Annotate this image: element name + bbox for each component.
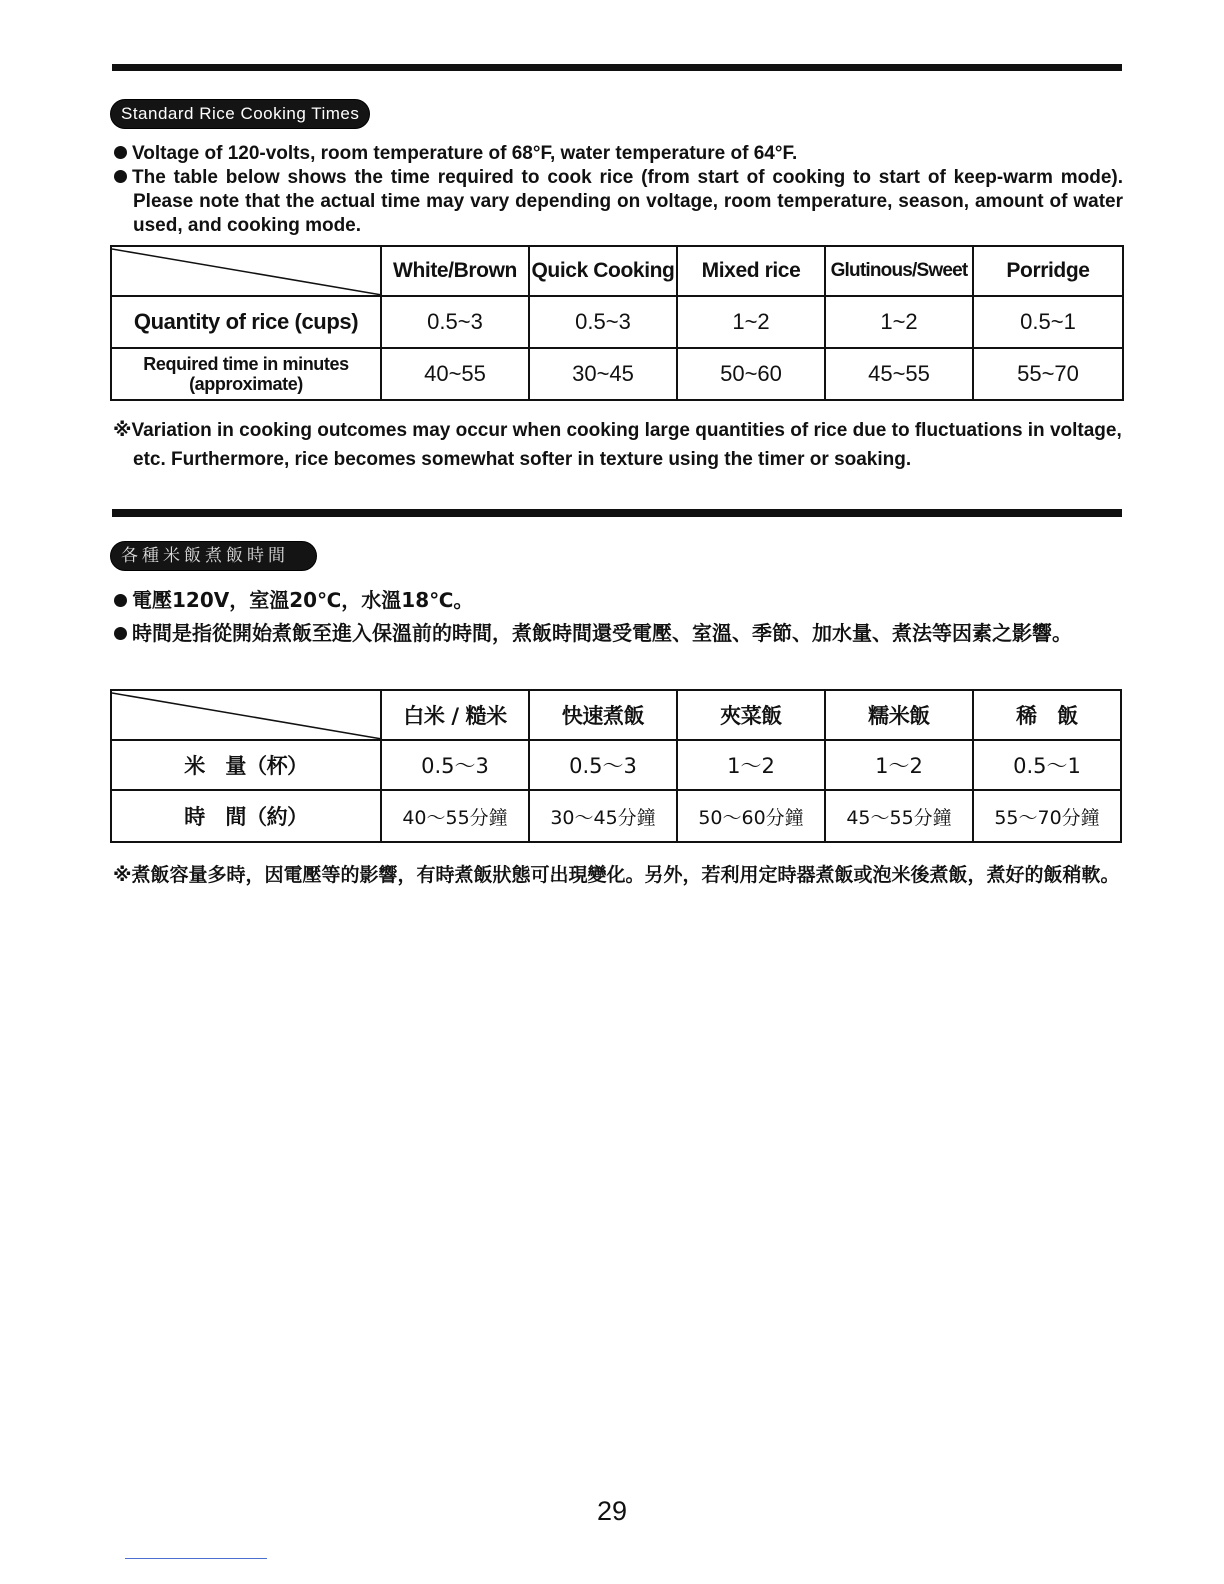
bullet-time-info-zh xyxy=(114,619,1123,647)
column-header: 糯米飯 xyxy=(825,690,973,740)
cooking-times-table-en xyxy=(110,245,1124,401)
table-cell: 0.5~3 xyxy=(529,296,677,348)
bullet-dot-icon xyxy=(114,627,127,640)
column-header: White/Brown xyxy=(381,246,529,296)
row-label: 時 間（約） xyxy=(111,790,381,842)
column-header: 快速煮飯 xyxy=(529,690,677,740)
table-cell: 45～55分鐘 xyxy=(825,790,973,842)
table-cell: 50~60 xyxy=(677,348,825,400)
bullet-dot-icon xyxy=(114,170,127,183)
column-header: 夾菜飯 xyxy=(677,690,825,740)
bullet-text: Voltage of 120-volts, room temperature of 68°F, water temperature of 64°F. xyxy=(132,143,798,164)
bullet-text: The table below shows the time required to cook rice (from start of cooking to start of keep-warm mode). Please note that the actual time may vary depending on voltage, room temperature, season, amount of water used, and cooking mode. xyxy=(132,167,1123,236)
diagonal-line-icon xyxy=(112,247,382,297)
variation-note-en: ※Variation in cooking outcomes may occur when cooking large quantities of rice due to fluctuations in voltage, etc. Furthermore, rice becomes somewhat softer in texture using the timer or soaking. xyxy=(113,420,1122,470)
column-header: Mixed rice xyxy=(677,246,825,296)
footer-line xyxy=(125,1558,267,1559)
table-cell: 30~45 xyxy=(529,348,677,400)
table-cell: 40~55 xyxy=(381,348,529,400)
table-row xyxy=(111,348,1123,400)
cooking-times-table-zh xyxy=(110,689,1122,843)
table-cell: 1～2 xyxy=(677,740,825,790)
bullet-voltage-en xyxy=(114,142,1122,166)
table-cell: 0.5～3 xyxy=(381,740,529,790)
bullet-dot-icon xyxy=(114,146,127,159)
table-cell: 0.5～1 xyxy=(973,740,1121,790)
table-cell: 1~2 xyxy=(677,296,825,348)
column-header: Porridge xyxy=(973,246,1123,296)
table-row xyxy=(111,790,1121,842)
row-label: Quantity of rice (cups) xyxy=(111,296,381,348)
table-cell: 55～70分鐘 xyxy=(973,790,1121,842)
bullet-text: 電壓120V，室溫20℃，水溫18℃。 xyxy=(132,588,474,612)
table-corner xyxy=(111,690,381,740)
row-label: Required time in minutes (approximate) xyxy=(111,348,381,400)
table-row xyxy=(111,296,1123,348)
table-cell: 1～2 xyxy=(825,740,973,790)
table-cell: 0.5~3 xyxy=(381,296,529,348)
variation-note-zh: ※煮飯容量多時，因電壓等的影響，有時煮飯狀態可出現變化。另外，若利用定時器煮飯或泡米後煮飯，煮好的飯稍軟。 xyxy=(113,864,1120,886)
table-cell: 1~2 xyxy=(825,296,973,348)
bullet-voltage-zh xyxy=(114,588,1114,612)
column-header: Glutinous/Sweet xyxy=(825,246,973,296)
top-rule xyxy=(112,64,1122,71)
middle-rule xyxy=(112,509,1122,517)
table-row xyxy=(111,740,1121,790)
page-number: 29 xyxy=(596,1496,628,1526)
table-cell: 0.5～3 xyxy=(529,740,677,790)
table-cell: 30～45分鐘 xyxy=(529,790,677,842)
column-header: Quick Cooking xyxy=(529,246,677,296)
table-cell: 55~70 xyxy=(973,348,1123,400)
column-header: 稀 飯 xyxy=(973,690,1121,740)
section-title-zh: 各種米飯煮飯時間 xyxy=(110,541,317,571)
bullet-text: 時間是指從開始煮飯至進入保溫前的時間，煮飯時間還受電壓、室溫、季節、加水量、煮法等因素之影響。 xyxy=(132,621,1072,645)
table-cell: 50～60分鐘 xyxy=(677,790,825,842)
section-title-en: Standard Rice Cooking Times xyxy=(110,99,370,129)
bullet-table-info-en xyxy=(114,166,1123,238)
table-cell: 45~55 xyxy=(825,348,973,400)
table-corner xyxy=(111,246,381,296)
bullet-dot-icon xyxy=(114,594,127,607)
row-label: 米 量（杯） xyxy=(111,740,381,790)
table-cell: 0.5~1 xyxy=(973,296,1123,348)
column-header: 白米 / 糙米 xyxy=(381,690,529,740)
table-cell: 40～55分鐘 xyxy=(381,790,529,842)
diagonal-line-icon xyxy=(112,691,382,741)
